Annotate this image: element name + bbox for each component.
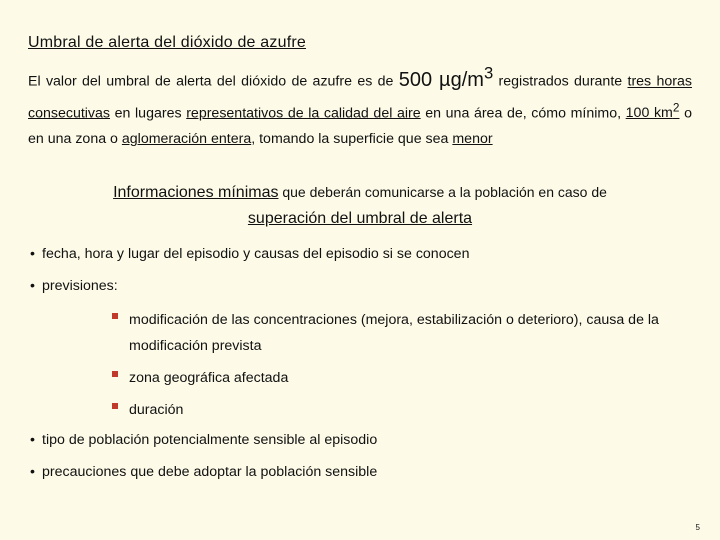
para-text-3: en lugares bbox=[114, 105, 182, 122]
section-heading bbox=[28, 180, 692, 231]
square-bullet-icon bbox=[112, 371, 118, 377]
para-underlined-quality: representativos de la calidad del aire bbox=[186, 105, 421, 122]
heading-line2: superación del umbral de alerta bbox=[247, 210, 473, 227]
heading-lead: Informaciones mínimas bbox=[113, 184, 279, 201]
threshold-value: 500 $\mu g/m^3$ bbox=[398, 63, 494, 91]
para-text-5: o en una zona o bbox=[28, 105, 692, 148]
para-underlined-hours: tres horas consecutivas bbox=[28, 73, 692, 122]
para-underlined-agglomeration: aglomeración entera bbox=[121, 131, 252, 148]
para-text-6: , tomando la superficie que sea bbox=[251, 131, 449, 148]
square-bullet-icon bbox=[112, 403, 118, 409]
bullet-icon: • bbox=[30, 278, 35, 294]
sub-list-item: modificación de las concentraciones (mejora, estabilización o deterioro), causa de la modificación prevista bbox=[30, 307, 700, 359]
list-item: • previsiones: bbox=[30, 275, 700, 297]
heading-rest: que deberán comunicarse a la población en caso de bbox=[282, 184, 607, 200]
bullet-icon: • bbox=[30, 246, 35, 262]
list-item: • fecha, hora y lugar del episodio y causas del episodio si se conocen bbox=[30, 243, 700, 265]
list-item: • precauciones que debe adoptar la población sensible bbox=[30, 461, 700, 483]
para-text-4: en una área de, cómo mínimo, bbox=[425, 105, 622, 122]
bullet-icon: • bbox=[30, 464, 35, 480]
definition-paragraph bbox=[28, 60, 692, 152]
para-text-2: registrados durante bbox=[498, 73, 623, 90]
page-number: 5 bbox=[695, 523, 700, 532]
para-underlined-area: 100 $km^2$ bbox=[625, 100, 680, 122]
list-item: • tipo de población potencialmente sensible al episodio bbox=[30, 429, 700, 451]
bullet-icon: • bbox=[30, 432, 35, 448]
para-underlined-menor: menor bbox=[452, 131, 493, 148]
sub-list-item: duración bbox=[30, 397, 700, 423]
sub-list-item: zona geográfica afectada bbox=[30, 365, 700, 391]
square-bullet-icon bbox=[112, 313, 118, 319]
info-list bbox=[30, 243, 700, 483]
slide-title: Umbral de alerta del dióxido de azufre bbox=[28, 34, 306, 51]
para-text-1: El valor del umbral de alerta del dióxido de azufre es de bbox=[28, 73, 394, 90]
